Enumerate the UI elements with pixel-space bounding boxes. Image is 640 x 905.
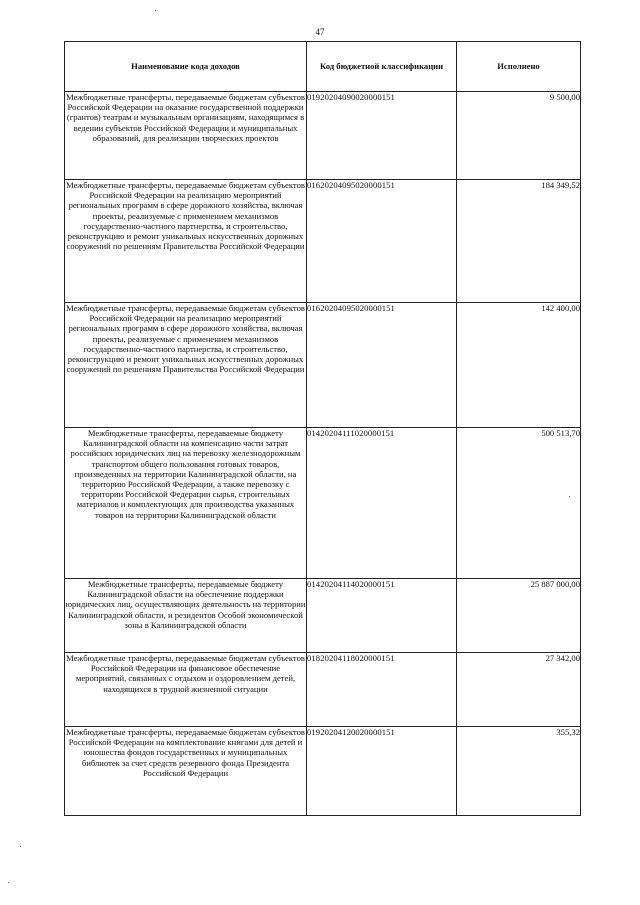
row-code: 01920204120020000151 [307,727,457,816]
table-row [65,653,581,727]
row-executed: 9 500,00 [457,92,581,180]
row-code: 01420204111020000151 [307,428,457,579]
row-name: Межбюджетные трансферты, передаваемые бюджетам субъектов Российской Федерации на комплектование книгами для детей и юношества фондов государственных и муниципальных библиотек за счет средств резервного фонда Президента Российской Федерации [65,727,307,816]
row-name: Межбюджетные трансферты, передаваемые бюджетам субъектов Российской Федерации на реализацию мероприятий региональных программ в сфере дорожного хозяйства, включая проекты, реализуемые с применением механизмов государственно-частного партнерства, и строительство, реконструкцию и ремонт уникальных искусственных дорожных сооружений по решениям Правительства Российской Федерации [65,303,307,428]
row-name: Межбюджетные трансферты, передаваемые бюджетам субъектов Российской Федерации на реализацию мероприятий региональных программ в сфере дорожного хозяйства, включая проекты, реализуемые с применением механизмов государственно-частного партнерства, и строительство, реконструкцию и ремонт уникальных искусственных дорожных сооружений по решениям Правительства Российской Федерации [65,180,307,303]
table-header-row [65,42,581,92]
table-row [65,92,581,180]
row-name: Межбюджетные трансферты, передаваемые бюджетам субъектов Российской Федерации на финансовое обеспечение мероприятий, связанных с отдыхом и оздоровлением детей, находящихся в трудной жизненной ситуации [65,653,307,727]
header-name: Наименование кода доходов [65,42,307,92]
revenue-table [64,41,581,816]
row-name: Межбюджетные трансферты, передаваемые бюджетам субъектов Российской Федерации на оказание государственной поддержки (грантов) театрам и музыкальным организациям, находящимся в ведении субъектов Российской Федерации и муниципальных образований, для реализации творческих проектов [65,92,307,180]
scan-speck [569,496,570,497]
scan-speck [155,10,156,11]
row-executed: 142 400,00 [457,303,581,428]
table-row [65,579,581,653]
row-executed: 25 887 000,00 [457,579,581,653]
row-code: 01620204095020000151 [307,180,457,303]
page-number: 47 [315,27,325,37]
row-executed: 184 349,52 [457,180,581,303]
table-row [65,180,581,303]
table-row [65,428,581,579]
row-code: 01420204114020000151 [307,579,457,653]
row-code: 01820204118020000151 [307,653,457,727]
row-executed: 500 513,70 [457,428,581,579]
row-executed: 27 342,00 [457,653,581,727]
row-name: Межбюджетные трансферты, передаваемые бюджету Калининградской области на компенсацию части затрат российских юридических лиц на перевозку железнодорожным транспортом общего пользования готовых товаров, произведенных на территории Калининградской области, на территорию Российской Федерации, а также перевозку с территории Российской Федерации сырья, строительных материалов и комплектующих для производства указанных товаров на территории Калининградской области [65,428,307,579]
scan-speck [8,882,9,883]
row-code: 01920204090020000151 [307,92,457,180]
table-row [65,727,581,816]
row-executed: 355,32 [457,727,581,816]
header-executed: Исполнено [457,42,581,92]
scan-speck [20,846,21,847]
table-row [65,303,581,428]
row-code: 01620204095020000151 [307,303,457,428]
row-name: Межбюджетные трансферты, передаваемые бюджету Калининградской области на обеспечение поддержки юридических лиц, осуществляющих деятельность на территории Калининградской области, и резидентов Особой экономической зоны в Калининградской области [65,579,307,653]
header-code: Код бюджетной классификации [307,42,457,92]
